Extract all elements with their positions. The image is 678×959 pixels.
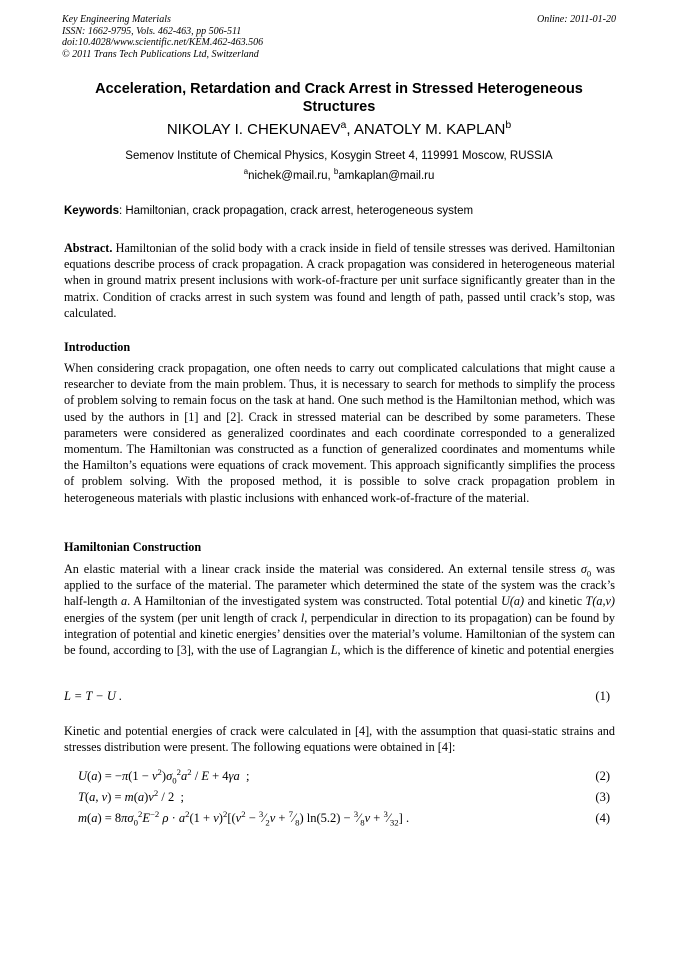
var-a: a [121,594,128,609]
journal-name: Key Engineering Materials [62,14,171,25]
paper-title: Acceleration, Retardation and Crack Arrest in Stressed Heterogeneous Structures [95,81,583,115]
equation-4 [78,808,610,828]
abstract-text: Hamiltonian of the solid body with a crack inside in field of tensile stresses was derived. Hamiltonian equations describe process of crack propagation. A crack propagation was considered in heterogeneous material when in ground matrix present inclusions with work-of-fracture per unit surface significantly greater than in the matrix. Condition of cracks arrest in such system was found and length of path, passed until crack’s stop, was calculated. [64,241,615,320]
email-1-mark: a [243,167,249,177]
var-L: L [330,643,338,658]
hamiltonian-paragraph [64,561,615,658]
issn-line: ISSN: 1662-9795, Vols. 462-463, pp 506-511 [62,25,242,37]
email-2-mark: b [333,167,339,177]
equation-3-number: (3) [595,790,610,804]
equation-1-number: (1) [595,689,610,703]
affiliation: Semenov Institute of Chemical Physics, Kosygin Street 4, 119991 Moscow, RUSSIA [125,150,553,162]
text-run: energies of the system (per unit length of crack [64,610,301,625]
text-run: An elastic material with a linear crack inside the material was considered. An external tensile stress [64,562,581,576]
email-1[interactable]: nichek@mail.ru [248,170,328,182]
author-1-mark: a [340,119,347,131]
equation-1 [64,689,610,704]
equation-1-body: L = T − U . [64,689,123,703]
equation-2-body: $U(a) = -\pi(1 - \nu^2)\sigma_0^2a^2 / E + 4\gamma a$ ; [78,766,250,786]
var-U: U(a) [501,594,525,609]
abstract-label: Abstract. [64,241,113,255]
keywords-label: Keywords [64,205,119,217]
keywords-text: : Hamiltonian, crack propagation, crack arrest, heterogeneous system [118,205,474,217]
doi-line: doi:10.4028/www.scientific.net/KEM.462-463.506 [62,37,264,48]
text-run: and kinetic [524,594,586,609]
sigma-subscript: 0 [586,568,592,579]
online-date: Online: 2011-01-20 [537,14,616,25]
running-header [62,14,616,60]
equation-4-number: (4) [595,811,610,825]
abstract-paragraph [64,240,615,321]
equation-3 [78,787,610,805]
keywords [64,205,616,217]
copyright-line: © 2011 Trans Tech Publications Ltd, Switzerland [62,48,259,60]
email-separator: , [327,170,334,182]
text-run: . A Hamiltonian of the investigated system was constructed. Total potential [127,594,502,609]
author-2: ANATOLY M. KAPLAN [353,121,506,138]
var-l: l [300,610,305,625]
var-T: T(a,v) [585,594,615,609]
equation-2 [78,766,610,786]
equation-4-body: $m(a) = 8\pi\sigma_0^2E^{-2}$ $\rho \cdot a^2(1 + \nu)^2[(\nu^2$ − $^3⁄_2\nu$ + $^7⁄_8$) $\ln(5.2) - ^3⁄_8\nu$ + $^3⁄_{32}$] . [78,808,410,828]
author-1: NIKOLAY I. CHEKUNAEV [166,121,341,138]
author-2-mark: b [505,119,512,131]
energies-paragraph: Kinetic and potential energies of crack were calculated in [4], with the assumption that quasi-static strains and stresses distribution were present. The following equations were obtained in [4]: [64,724,615,755]
equation-3-body: T(a, $v) = m(a)v^2 / 2$ ; [78,787,184,804]
introduction-heading: Introduction [64,340,131,354]
introduction-paragraph: When considering crack propagation, one often needs to carry out complicated calculations that might cause a researcher to deviate from the main problem. Thus, it is necessary to search for methods to simplify the process of problem solving to remain focus on the task at hand. One such method is the Hamiltonian method, which was used by the authors in [1] and [2]. Crack in stressed material can be described by some parameters. These parameters were considered as generalized coordinates and each coordinate corresponded to a generalized momentum. The Hamiltonian was constructed as a function of generalized coordinates and momentums while the Hamilton’s equations were equations of crack movement. This approach significantly simplifies the process of problem solving. With the proposed method, it is possible to solve crack propagation problem in heterogeneous materials with plastic inclusions with enhanced work-of-fracture of the material. [64,361,615,505]
sigma-symbol: σ [580,562,587,576]
text-run: , perpendicular in direction to its propagation) can be found by integration of potential and kinetic energies’ densities over the material’s volume. Hamiltonian of the system can be found, according to [3], with the use of Lagrangian [64,610,615,658]
author-emails [62,167,616,182]
email-2[interactable]: amkaplan@mail.ru [338,170,435,182]
text-run: was applied to the surface of the material. The parameter which determined the state of the system was the crack’s half-length [64,562,615,609]
equation-2-number: (2) [595,769,610,783]
author-separator: , [346,121,354,138]
text-run: , which is the difference of kinetic and potential energies [337,643,614,658]
authors [62,121,616,138]
hamiltonian-heading: Hamiltonian Construction [64,540,202,554]
